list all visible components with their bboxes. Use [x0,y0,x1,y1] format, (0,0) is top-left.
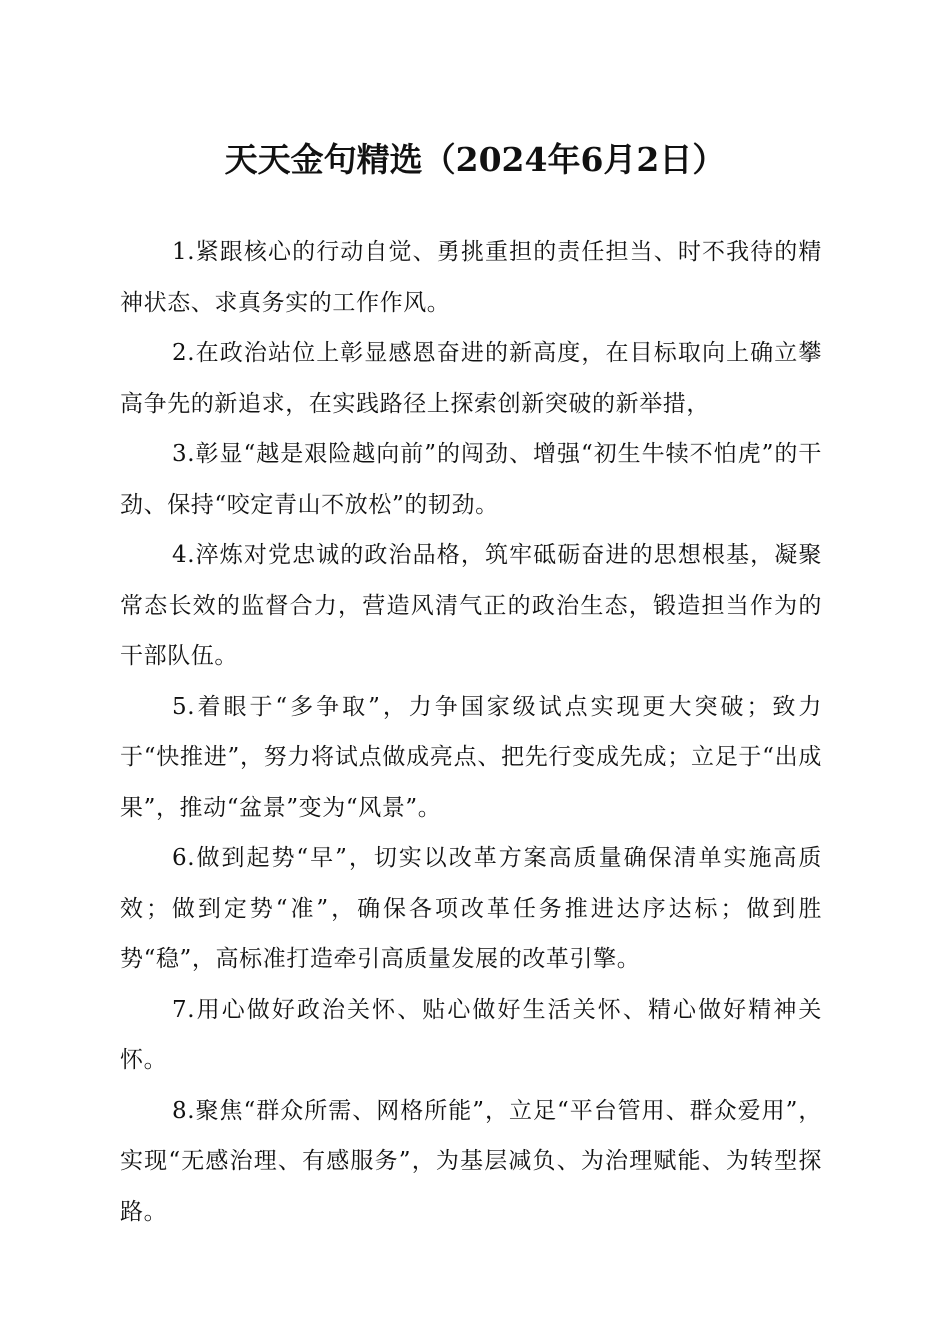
quote-paragraph-5: 5.着眼于“多争取”，力争国家级试点实现更大突破；致力于“快推进”，努力将试点做成亮点、把先行变成先成；立足于“出成果”，推动“盆景”变为“风景”。 [120,693,822,821]
document-body [120,227,822,1237]
quote-paragraph-8: 8.聚焦“群众所需、网格所能”，立足“平台管用、群众爱用”，实现“无感治理、有感服务”，为基层减负、为治理赋能、为转型探路。 [120,1097,822,1225]
quote-paragraph-4: 4.淬炼对党忠诚的政治品格，筑牢砥砺奋进的思想根基，凝聚常态长效的监督合力，营造风清气正的政治生态，锻造担当作为的干部队伍。 [120,542,822,669]
quote-paragraph-7: 7.用心做好政治关怀、贴心做好生活关怀、精心做好精神关怀。 [120,996,822,1073]
document-title: 天天金句精选（2024年6月2日） [224,140,726,179]
quote-paragraph-3: 3.彰显“越是艰险越向前”的闯劲、增强“初生牛犊不怕虎”的干劲、保持“咬定青山不放松”的韧劲。 [120,441,822,518]
quote-paragraph-6: 6.做到起势“早”，切实以改革方案高质量确保清单实施高质效；做到定势“准”，确保各项改革任务推进达序达标；做到胜势“稳”，高标准打造牵引高质量发展的改革引擎。 [120,845,822,972]
quote-paragraph-1: 1.紧跟核心的行动自觉、勇挑重担的责任担当、时不我待的精神状态、求真务实的工作作风。 [120,239,822,316]
quote-paragraph-2: 2.在政治站位上彰显感恩奋进的新高度，在目标取向上确立攀高争先的新追求，在实践路径上探索创新突破的新举措， [120,340,822,417]
